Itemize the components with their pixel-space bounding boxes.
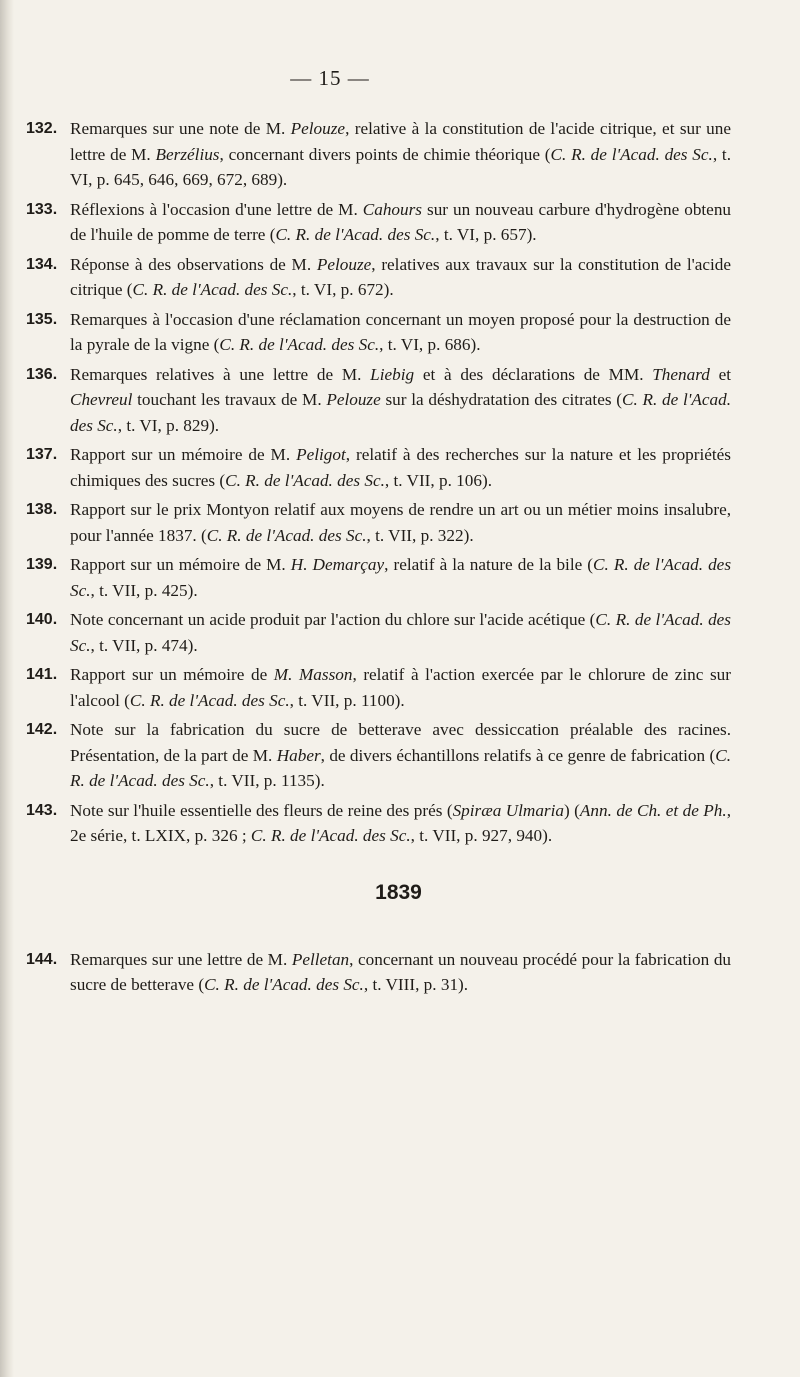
bibliography-entry [26,442,731,493]
entry-italic-text: Ann. de Ch. et de Ph. [579,800,727,820]
entry-italic-text: C. R. de l'Acad. des Sc. [129,690,290,710]
entry-text-run: , relative à la constitution de l'acide citrique, et sur une lettre de M. [70,119,731,164]
entries-1839 [26,947,731,998]
entry-text-run: , t. VII, p. 106). [384,470,492,490]
entry-text-run: sur un nouveau carbure d'hydrogène obtenu de l'huile de pomme de terre ( [70,199,732,244]
bibliography-entry [26,662,731,713]
entry-text-run: , t. VIII, p. 31). [363,975,469,994]
entry-text [70,252,731,303]
entry-italic-text: Spiræa Ulmaria [452,800,564,820]
entry-text [70,798,731,849]
entry-text-run: , 2e série, t. LXIX, p. 326 ; [70,800,731,845]
entry-italic-text: C. R. de l'Acad. des Sc. [204,975,364,994]
entry-italic-text: C. R. de l'Acad. des Sc. [550,144,713,164]
entry-number: 141. [26,666,58,683]
bibliography-list [26,116,731,1002]
entry-text-run: Remarques sur une lettre de M. [70,949,292,969]
entry-text-run: , relatif à des recherches sur la nature et les propriétés chimiques des sucres ( [70,445,731,490]
bibliography-entry [26,947,731,998]
entry-text-run: Réflexions à l'occasion d'une lettre de M. [70,199,363,219]
entry-number: 143. [26,801,58,819]
bibliography-entry [26,362,731,439]
entry-number: 140. [26,611,58,628]
entry-text-run: Remarques sur une note de M. [70,119,291,138]
entry-text [70,552,731,603]
entry-text-run: , relatif à l'action exercée par le chlorure de zinc sur l'alcool ( [70,665,731,710]
entry-text-run: , t. VII, p. 425). [90,580,198,600]
entry-italic-text: Peligot [296,445,346,464]
entry-number: 138. [26,501,58,518]
bibliography-entry [26,717,731,794]
entry-italic-text: C. R. de l'Acad. des Sc. [70,555,732,600]
entry-text-run: , t. VI, p. 645, 646, 669, 672, 689). [70,144,731,189]
entry-text [70,307,731,358]
entry-italic-text: Haber [276,745,321,765]
entry-text [70,362,731,439]
entry-italic-text: C. R. de l'Acad. des Sc. [250,826,411,845]
bibliography-entry [26,307,731,358]
page-binding-edge [0,0,14,1377]
entry-italic-text: C. R. de l'Acad. des Sc. [275,225,436,244]
entry-text [70,947,731,998]
entry-text-run: Remarques relatives à une lettre de M. [70,364,371,384]
bibliography-entry [26,607,731,658]
entry-number: 134. [26,255,58,273]
entry-text-run: touchant les travaux de M. [132,390,327,409]
entry-text [70,497,731,548]
entry-italic-text: C. R. de l'Acad. des Sc. [225,470,385,490]
bibliography-entry [26,497,731,548]
entry-text [70,717,731,794]
entry-text-run: Rapport sur un mémoire de [70,665,274,684]
entry-italic-text: Pelouze [316,254,372,274]
entry-number: 132. [26,120,58,137]
entry-text-run: sur la déshydratation des citrates ( [380,390,622,409]
entry-text-run: Rapport sur un mémoire de M. [70,555,291,574]
bibliography-entry [26,252,731,303]
entries-1838 [26,116,731,849]
entry-text [70,607,731,658]
entry-text-run: , de divers échantillons relatifs à ce genre de fabrication ( [320,745,716,765]
entry-number: 144. [26,950,58,968]
page-number: — 15 — [290,66,370,90]
entry-text-run: , t. VI, p. 672). [292,280,394,299]
entry-italic-text: C. R. de l'Acad. des Sc. [132,280,293,299]
entry-italic-text: Berzélius [155,144,220,164]
entry-text-run: , t. VII, p. 474). [90,635,198,655]
entry-italic-text: C. R. de l'Acad. des Sc. [70,390,732,435]
entry-text-run: Réponse à des observations de M. [70,254,317,274]
entry-italic-text: Liebig [370,364,415,384]
entry-italic-text: H. Demarçay [290,555,385,574]
entry-italic-text: Cahours [362,199,422,219]
entry-text-run: , concernant divers points de chimie théorique ( [219,144,551,164]
entry-text-run: Note sur la fabrication du sucre de betterave avec dessiccation préalable des racines. Présentation, de la part de M. [70,720,731,765]
entry-text-run: et à des déclarations de MM. [414,364,653,384]
entry-text-run: Rapport sur le prix Montyon relatif aux moyens de rendre un art ou un métier moins insalubre, pour l'année 1837. ( [70,500,731,545]
entry-number: 142. [26,721,58,738]
entry-italic-text: C. R. de l'Acad. des Sc. [206,525,367,545]
entry-text-run: , t. VII, p. 1135). [209,771,325,790]
entry-number: 133. [26,200,58,218]
entry-text-run: Note concernant un acide produit par l'action du chlore sur l'acide acétique ( [70,610,596,629]
entry-italic-text: C. R. de l'Acad. des Sc. [219,335,380,354]
entry-text-run: , relatif à la nature de la bile ( [384,555,594,574]
entry-text-run: , relatives aux travaux sur la constitution de l'acide citrique ( [70,254,731,299]
entry-text-run: Note sur l'huile essentielle des fleurs de reine des prés ( [70,800,453,820]
entry-italic-text: Pelouze [290,119,346,138]
entry-italic-text: M. Masson [273,665,353,684]
entry-text-run: , t. VII, p. 927, 940). [410,826,553,845]
entry-italic-text: C. R. de l'Acad. des Sc. [70,610,731,655]
entry-text-run: , concernant un nouveau procédé pour la fabrication du sucre de betterave ( [70,949,732,994]
entry-text-run: Rapport sur un mémoire de M. [70,445,297,464]
entry-text-run: , t. VII, p. 1100). [289,690,405,710]
entry-text [70,116,731,193]
bibliography-entry [26,116,731,193]
entry-text-run: , t. VI, p. 657). [435,225,537,244]
entry-text-run: , t. VII, p. 322). [366,525,474,545]
bibliography-entry [26,552,731,603]
entry-number: 136. [26,365,58,383]
entry-italic-text: C. R. de l'Acad. des Sc. [70,745,731,790]
entry-number: 135. [26,310,58,328]
entry-italic-text: Chevreul [70,390,133,409]
bibliography-entry [26,197,731,248]
entry-italic-text: Thenard [652,364,710,384]
year-heading: 1839 [375,880,422,904]
entry-text-run: , t. VI, p. 686). [379,335,481,354]
entry-italic-text: Pelletan [291,949,350,969]
entry-text [70,197,731,248]
entry-text-run: Remarques à l'occasion d'une réclamation concernant un moyen proposé pour la destruction de la pyrale de la vigne ( [70,309,731,354]
entry-number: 139. [26,556,58,573]
entry-text-run: et [709,364,732,384]
entry-italic-text: Pelouze [326,390,381,409]
entry-number: 137. [26,446,58,463]
entry-text-run: , t. VI, p. 829). [117,415,220,435]
bibliography-entry [26,798,731,849]
entry-text [70,442,731,493]
entry-text [70,662,731,713]
entry-text-run: ) ( [563,800,580,820]
